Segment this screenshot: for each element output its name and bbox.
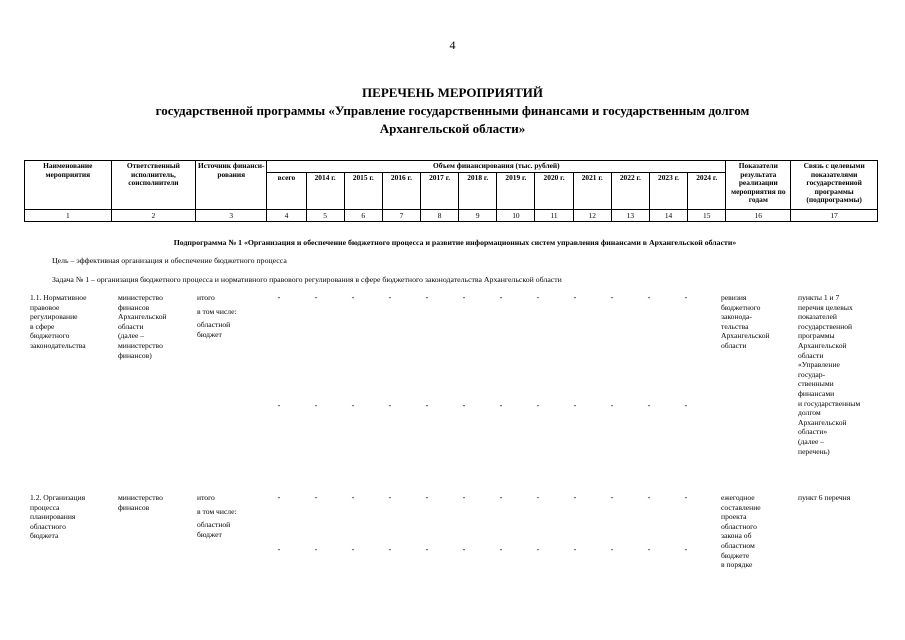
- value-cell: -: [277, 545, 281, 554]
- header-name: Наименование мероприятия: [25, 161, 112, 210]
- value-cell: -: [610, 545, 614, 554]
- value-cell: -: [351, 401, 355, 410]
- value-cell: -: [277, 401, 281, 410]
- task-text: Задача № 1 – организация бюджетного процесса и нормативного правового регулирования в сфере бюджетного законодательства Архангельской области: [52, 275, 562, 284]
- subprogram-heading: Подпрограмма № 1 «Организация и обеспечение бюджетного процесса и развитие информационных систем управления финансами в Архангельской области»: [173, 238, 737, 247]
- column-number: 12: [573, 210, 611, 222]
- column-number: 13: [611, 210, 649, 222]
- value-cell: -: [536, 493, 540, 502]
- column-number: 8: [421, 210, 459, 222]
- value-cell: -: [573, 293, 577, 302]
- row-1-1-indicator: ревизия бюджетного законода- тельства Архангельской области: [721, 293, 770, 350]
- row-1-1-total-values: [270, 293, 710, 303]
- row-1-2-name: 1.2. Организация процесса планирования областного бюджета: [30, 493, 86, 541]
- value-cell: -: [351, 293, 355, 302]
- column-number: 10: [497, 210, 535, 222]
- value-cell: -: [647, 545, 651, 554]
- value-cell: -: [314, 493, 318, 502]
- value-cell: -: [610, 293, 614, 302]
- column-number: 1: [25, 210, 112, 222]
- value-cell: -: [647, 401, 651, 410]
- value-cell: -: [425, 293, 429, 302]
- header-total: всего: [267, 172, 306, 209]
- column-number: 15: [688, 210, 726, 222]
- row-1-2-budget-values: [270, 545, 710, 555]
- value-cell: -: [573, 545, 577, 554]
- row-1-2-indicator: ежегодное составление проекта областного закона об областном бюджете в порядке: [721, 493, 761, 570]
- column-number: 4: [267, 210, 306, 222]
- value-cell: -: [462, 493, 466, 502]
- column-number: 16: [726, 210, 791, 222]
- table-header: [24, 160, 878, 222]
- header-year: 2023 г.: [649, 172, 687, 209]
- value-cell: -: [425, 545, 429, 554]
- value-cell: -: [536, 401, 540, 410]
- value-cell: -: [277, 493, 281, 502]
- value-cell: -: [425, 493, 429, 502]
- row-1-2-total-values: [270, 493, 710, 503]
- value-cell: -: [684, 545, 688, 554]
- value-cell: -: [314, 401, 318, 410]
- header-year: 2022 г.: [611, 172, 649, 209]
- value-cell: -: [536, 293, 540, 302]
- column-number: 5: [306, 210, 344, 222]
- value-cell: -: [573, 493, 577, 502]
- row-1-1-executor: министерство финансов Архангельской области (далее – министерство финансов): [118, 293, 167, 360]
- header-year: 2015 г.: [344, 172, 382, 209]
- value-cell: -: [536, 545, 540, 554]
- value-cell: -: [388, 293, 392, 302]
- value-cell: -: [388, 401, 392, 410]
- row-1-1-source: итого в том числе: областной бюджет: [197, 293, 237, 339]
- value-cell: -: [351, 545, 355, 554]
- row-1-2-executor: министерство финансов: [118, 493, 163, 512]
- header-year: 2017 г.: [421, 172, 459, 209]
- header-link: Связь с целевыми показателями государственной программы (подпрограммы): [791, 161, 878, 210]
- column-number: 9: [459, 210, 497, 222]
- header-year: 2016 г.: [382, 172, 420, 209]
- value-cell: -: [684, 293, 688, 302]
- header-year: 2014 г.: [306, 172, 344, 209]
- value-cell: -: [684, 493, 688, 502]
- value-cell: -: [388, 545, 392, 554]
- value-cell: -: [647, 493, 651, 502]
- row-1-2-source: итого в том числе: областной бюджет: [197, 493, 237, 539]
- row-1-2-link: пункт 6 перечня: [798, 493, 851, 502]
- value-cell: -: [462, 401, 466, 410]
- goal-text: Цель – эффективная организация и обеспечение бюджетного процесса: [52, 256, 287, 265]
- column-number: 2: [111, 210, 196, 222]
- column-number: 6: [344, 210, 382, 222]
- value-cell: -: [351, 493, 355, 502]
- document-title-line3: Архангельской области»: [379, 121, 526, 136]
- header-year: 2019 г.: [497, 172, 535, 209]
- value-cell: -: [499, 545, 503, 554]
- row-1-1-link: пункты 1 и 7 перечня целевых показателей государственной программы Архангельской области «Управление государ- ственными финансами и государственным долгом Архангельской области» (далее – перечень): [798, 293, 861, 456]
- value-cell: -: [388, 493, 392, 502]
- value-cell: -: [499, 401, 503, 410]
- document-title: ПЕРЕЧЕНЬ МЕРОПРИЯТИЙ: [362, 85, 543, 100]
- header-indicators: Показатели результата реализации мероприятия по годам: [726, 161, 791, 210]
- header-year: 2021 г.: [573, 172, 611, 209]
- value-cell: -: [499, 293, 503, 302]
- row-1-1-name: 1.1. Нормативное правовое регулирование в сфере бюджетного законодательства: [30, 293, 87, 350]
- value-cell: -: [314, 545, 318, 554]
- header-executor: Ответственный исполнитель, соисполнители: [111, 161, 196, 210]
- value-cell: -: [647, 293, 651, 302]
- column-number: 17: [791, 210, 878, 222]
- header-year: 2024 г.: [688, 172, 726, 209]
- value-cell: -: [277, 293, 281, 302]
- column-number: 11: [535, 210, 573, 222]
- page-number: 4: [449, 38, 456, 52]
- column-number: 14: [649, 210, 687, 222]
- value-cell: -: [425, 401, 429, 410]
- header-volume: Объем финансирования (тыс. рублей): [267, 161, 726, 173]
- value-cell: -: [462, 293, 466, 302]
- column-number: 3: [196, 210, 267, 222]
- header-source: Источник финанси-рования: [196, 161, 267, 210]
- value-cell: -: [462, 545, 466, 554]
- column-number: 7: [382, 210, 420, 222]
- value-cell: -: [573, 401, 577, 410]
- header-year: 2020 г.: [535, 172, 573, 209]
- value-cell: -: [610, 493, 614, 502]
- value-cell: -: [314, 293, 318, 302]
- document-title-line2: государственной программы «Управление государственными финансами и государственным долгом: [155, 103, 750, 118]
- row-1-1-budget-values: [270, 401, 710, 411]
- value-cell: -: [610, 401, 614, 410]
- value-cell: -: [499, 493, 503, 502]
- header-year: 2018 г.: [459, 172, 497, 209]
- value-cell: -: [684, 401, 688, 410]
